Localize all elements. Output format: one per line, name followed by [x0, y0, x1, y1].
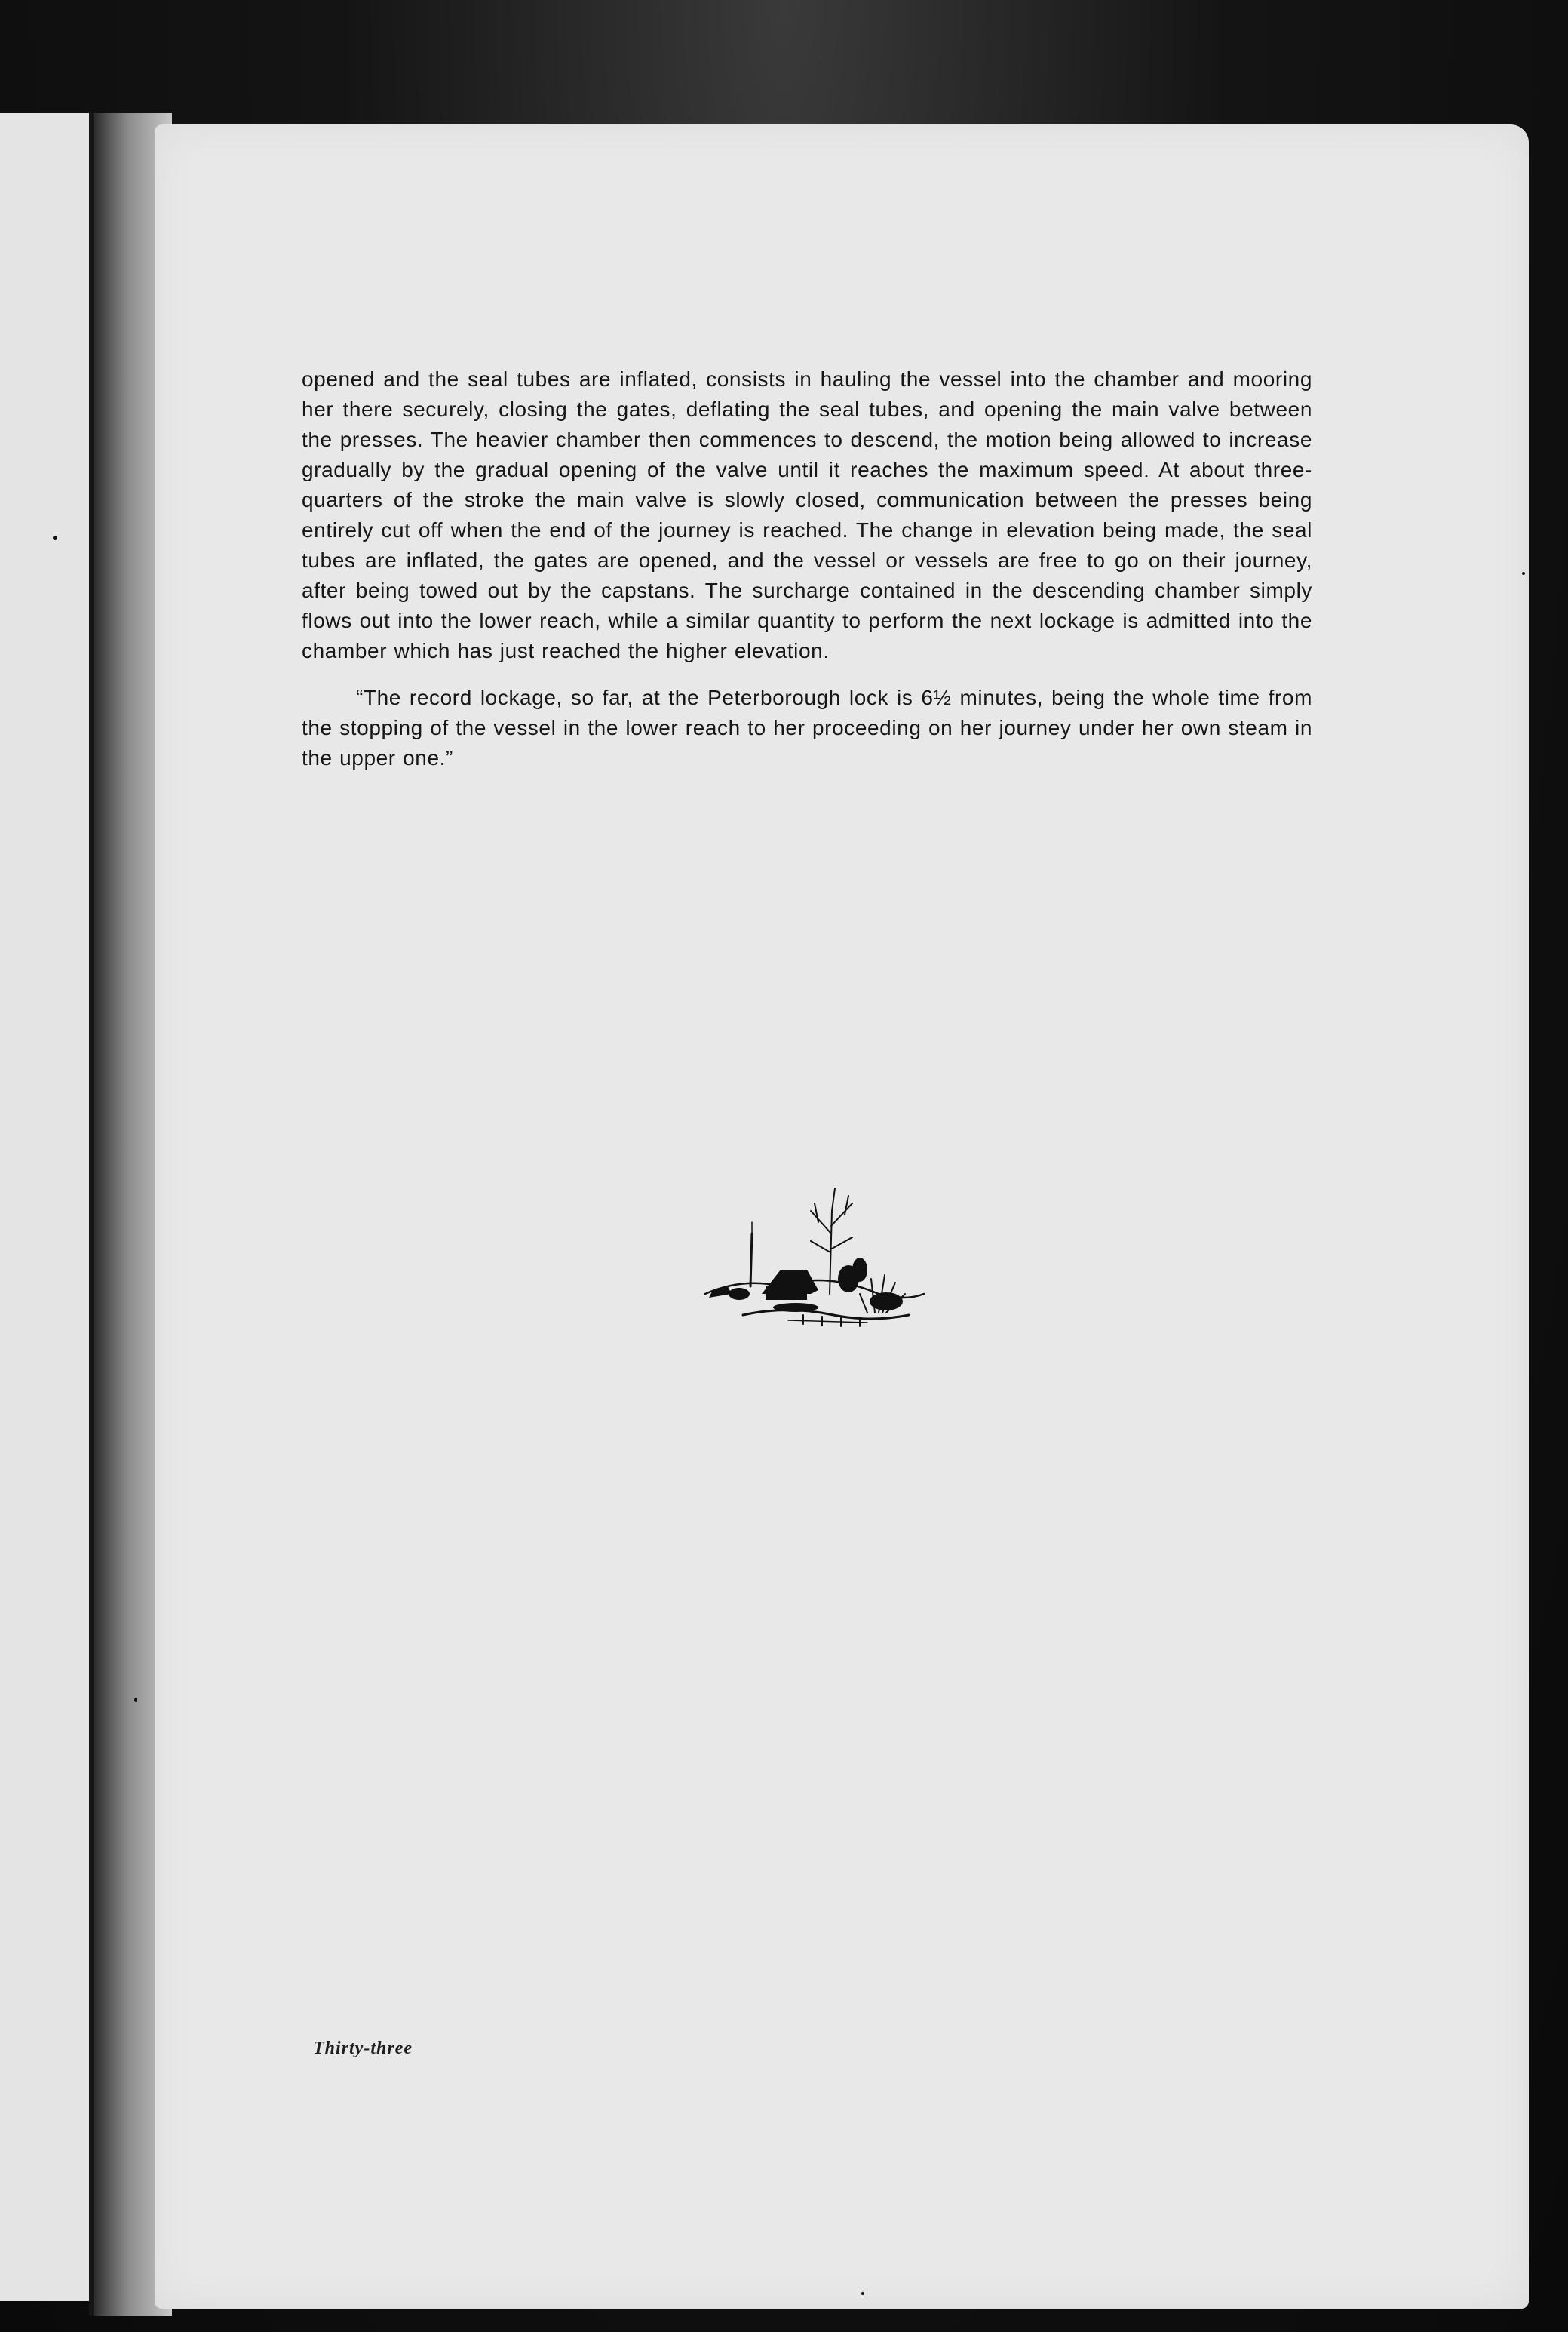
scan-speck: [134, 1698, 137, 1702]
winter-landscape-vignette-icon: [698, 1181, 931, 1347]
body-text: [302, 364, 1312, 773]
scan-speck: [53, 536, 57, 540]
page-number: Thirty-three: [313, 2039, 413, 2058]
scan-speck: [1522, 572, 1525, 575]
book-page: [155, 124, 1529, 2309]
paragraph: opened and the seal tubes are inflated, consists in hauling the vessel into the chamber and mooring her there securely, closing the gates, deflating the seal tubes, and opening the main valve between the presses. The heavier chamber then commences to descend, the motion being allowed to increase gradually by the gradual opening of the valve until it reaches the maximum speed. At about three-quarters of the stroke the main valve is slowly closed, communication between the presses being entirely cut off when the end of the journey is reached. The change in elevation being made, the seal tubes are inflated, the gates are opened, and the vessel or vessels are free to go on their journey, after being towed out by the capstans. The surcharge contained in the descending chamber simply flows out into the lower reach, while a similar quantity to perform the next lockage is admitted into the chamber which has just reached the higher elevation.: [302, 367, 1312, 662]
quoted-paragraph: “The record lockage, so far, at the Peterborough lock is 6½ minutes, being the whole time from the stopping of the vessel in the lower reach to her proceeding on her journey under her own steam in the upper one.”: [302, 686, 1312, 770]
scan-speck: [861, 2292, 864, 2295]
